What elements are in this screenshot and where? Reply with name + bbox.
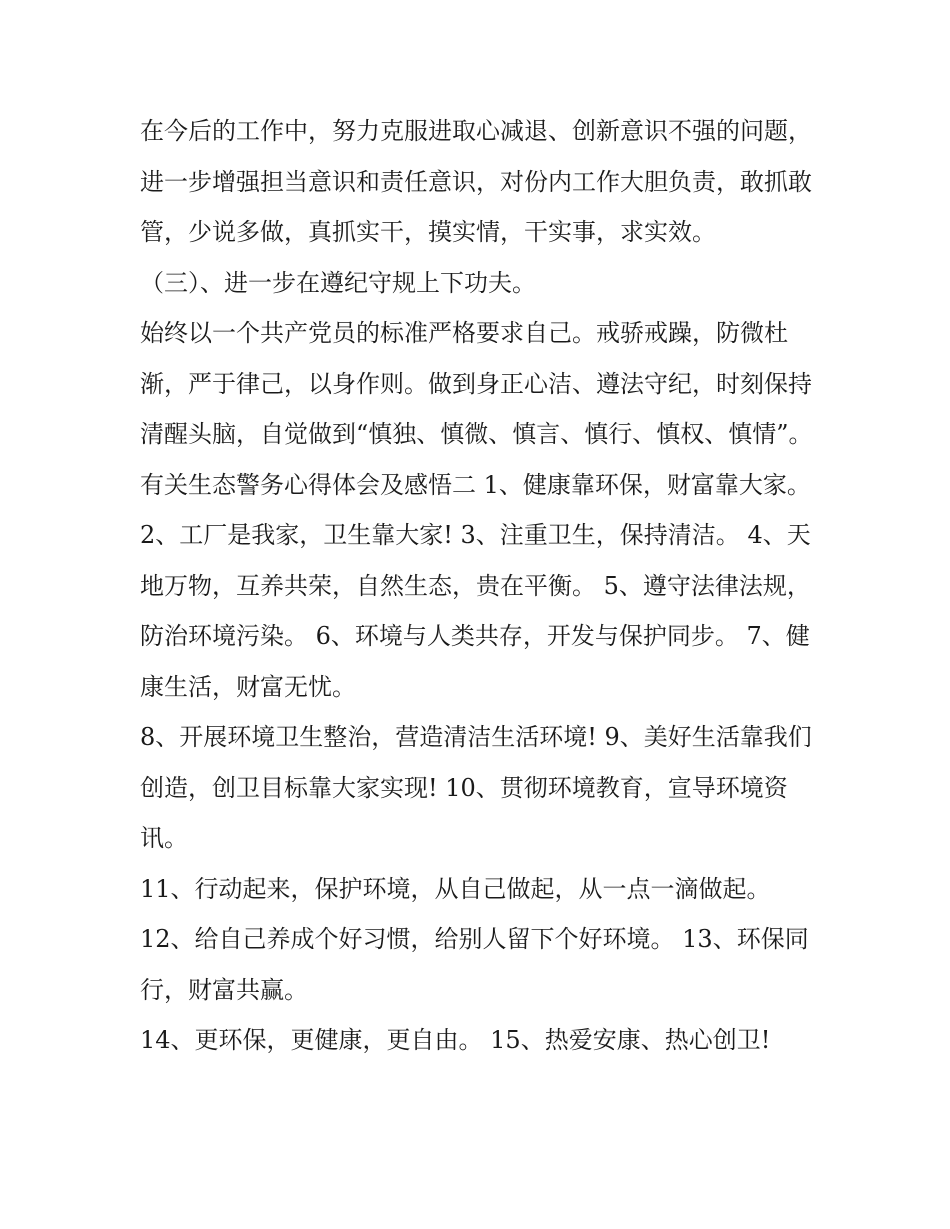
paragraph-slogans-12-13: 12、给自己养成个好习惯，给别人留下个好环境。 13、环保同行，财富共赢。 bbox=[140, 925, 809, 1004]
paragraph-slogan-11: 11、行动起来，保护环境，从自己做起，从一点一滴做起。 bbox=[140, 874, 771, 903]
paragraph-slogans-14-15: 14、更环保，更健康，更自由。 15、热爱安康、热心创卫! bbox=[140, 1026, 771, 1054]
paragraph-self-discipline: 始终以一个共产党员的标准严格要求自己。戒骄戒躁，防微杜渐，严于律己，以身作则。做到身正心洁、遵法守纪，时刻保持清醒头脑，自觉做到“慎独、慎微、慎言、慎行、慎权、慎情”。 bbox=[140, 319, 813, 448]
paragraph-work-improvement: 在今后的工作中，努力克服进取心减退、创新意识不强的问题，进一步增强担当意识和责任意识，对份内工作大胆负责，敢抓敢管，少说多做，真抓实干，摸实情，干实事，求实效。 bbox=[140, 117, 812, 246]
document-body bbox=[140, 106, 820, 1066]
section-heading-three: （三）、进一步在遵纪守规上下功夫。 bbox=[140, 268, 536, 297]
paragraph-slogans-1-7: 有关生态警务心得体会及感悟二 1、健康靠环保，财富靠大家。 2、工厂是我家，卫生靠大家! 3、注重卫生，保持清洁。 4、天地万物，互养共荣，自然生态，贵在平衡。 5、遵守法律法规，防治环境污染。 6、环境与人类共存，开发与保护同步。 7、健康生活，财富无忧。 bbox=[140, 470, 811, 701]
paragraph-slogans-8-10: 8、开展环境卫生整治，营造清洁生活环境! 9、美好生活靠我们创造，创卫目标靠大家实现! 10、贯彻环境教育，宣导环境资讯。 bbox=[140, 723, 812, 852]
